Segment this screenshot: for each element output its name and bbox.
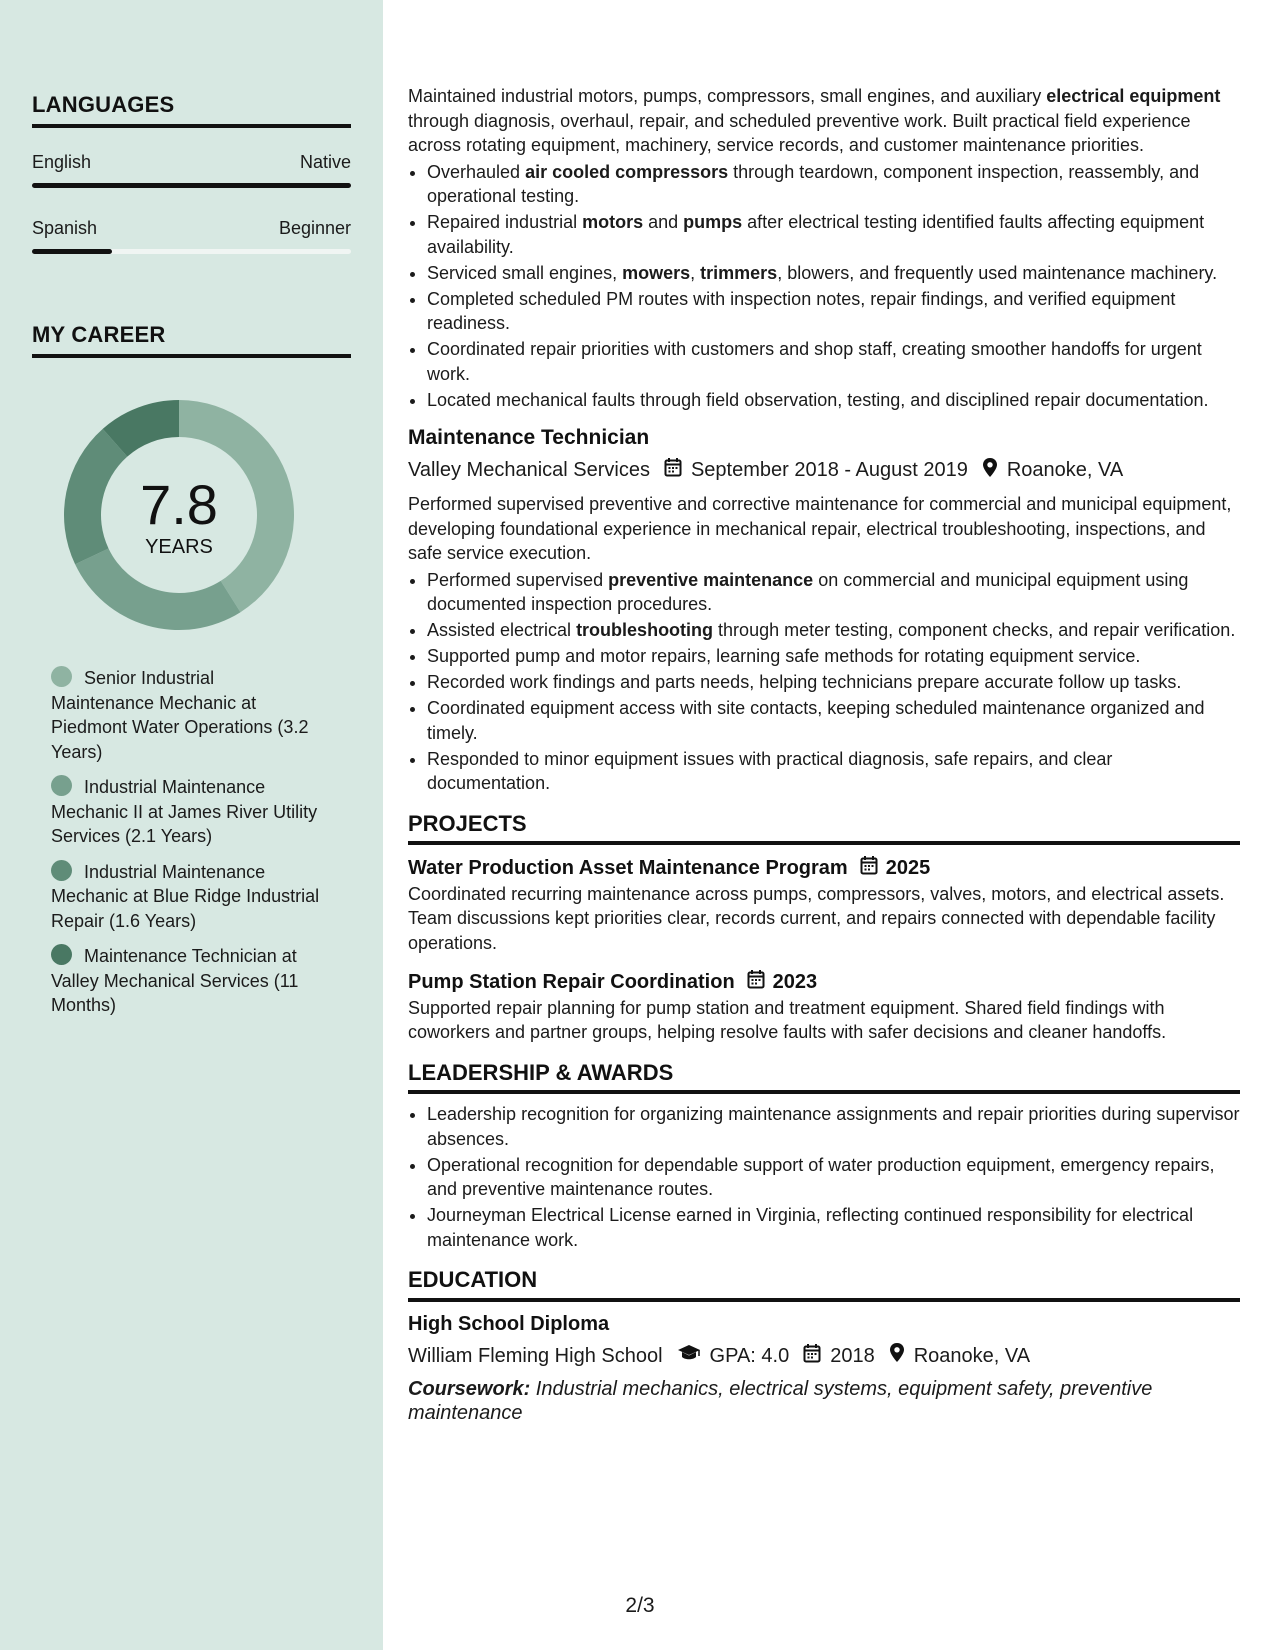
bullet-item: • Performed supervised preventive maintenance on commercial and municipal equipment using documented inspection procedures. <box>427 568 1240 617</box>
career-legend-label: Industrial Maintenance Mechanic at Blue Ridge Industrial Repair (1.6 Years) <box>51 861 320 931</box>
language-proficiency-bar <box>32 183 351 188</box>
education-year: 2018 <box>830 1344 875 1367</box>
language-spanish <box>32 218 351 254</box>
career-legend-label: Senior Industrial Maintenance Mechanic at Piedmont Water Operations (3.2 Years) <box>51 668 309 762</box>
education-coursework: Coursework: Industrial mechanics, electrical systems, equipment safety, preventive maintenance <box>408 1377 1153 1424</box>
project-item <box>408 855 1240 955</box>
career-legend-item <box>51 775 321 849</box>
job-meta <box>408 457 1240 485</box>
job-summary-previous: Maintained industrial motors, pumps, compressors, small engines, and auxiliary electrical equipment through diagnosis, overhaul, repair, and scheduled preventive work. Built practical field experience across rotating equipment, machinery, service records, and customer maintenance priorities. <box>408 86 1221 155</box>
language-proficiency-fill <box>32 249 112 254</box>
legend-dot <box>51 775 72 796</box>
language-level: Beginner <box>278 218 351 238</box>
language-english <box>32 152 351 188</box>
language-proficiency-fill <box>32 183 351 188</box>
career-donut-chart <box>64 400 294 630</box>
bullet-item: • Repaired industrial motors and pumps after electrical testing identified faults affecting equipment availability. <box>427 210 1240 259</box>
bullet-item: • Located mechanical faults through field observation, testing, and disciplined repair documentation. <box>427 388 1240 413</box>
calendar-icon <box>803 1343 821 1370</box>
career-legend-label: Industrial Maintenance Mechanic II at James River Utility Services (2.1 Years) <box>51 777 318 846</box>
job-bullets <box>408 568 1240 796</box>
leadership-heading: LEADERSHIP & AWARDS <box>408 1061 1240 1095</box>
project-year: 2023 <box>772 971 818 993</box>
main-content <box>408 84 1240 1425</box>
bullet-item: • Assisted electrical troubleshooting through meter testing, component checks, and repair verification. <box>427 618 1240 643</box>
map-pin-icon <box>982 457 998 485</box>
bullet-item: • Responded to minor equipment issues with practical diagnosis, safe repairs, and clear documentation. <box>427 747 1240 796</box>
bullet-item: • Leadership recognition for organizing maintenance assignments and repair priorities during supervisor absences. <box>427 1102 1240 1151</box>
bullet-item: • Recorded work findings and parts needs, helping technicians prepare accurate follow up tasks. <box>427 670 1240 695</box>
bullet-item: • Journeyman Electrical License earned in Virginia, reflecting continued responsibility for electrical maintenance work. <box>427 1203 1240 1252</box>
bullet-item: • Operational recognition for dependable support of water production equipment, emergency repairs, and preventive maintenance routes. <box>427 1153 1240 1202</box>
bullet-item: • Coordinated equipment access with site contacts, keeping scheduled maintenance organized and timely. <box>427 696 1240 745</box>
career-total-years: 7.8 <box>140 473 218 536</box>
job-bullets-previous <box>408 160 1240 413</box>
project-name: Pump Station Repair Coordination <box>408 971 735 993</box>
bullet-item: • Overhauled air cooled compressors through teardown, component inspection, reassembly, and operational testing. <box>427 160 1240 209</box>
education-location: Roanoke, VA <box>913 1344 1031 1367</box>
education-school: William Fleming High School <box>408 1344 663 1367</box>
career-legend-item <box>51 860 321 934</box>
calendar-icon <box>664 457 682 484</box>
bullet-item: • Supported pump and motor repairs, learning safe methods for rotating equipment service. <box>427 644 1240 669</box>
bullet-item: • Serviced small engines, mowers, trimmers, blowers, and frequently used maintenance machinery. <box>427 261 1240 286</box>
legend-dot <box>51 666 72 687</box>
language-proficiency-bar <box>32 249 351 254</box>
job-dates: September 2018 - August 2019 <box>690 459 968 481</box>
job-summary: Performed supervised preventive and corrective maintenance for commercial and municipal equipment, developing foundational experience in mechanical repair, electrical troubleshooting, inspections, and safe service execution. <box>408 494 1232 563</box>
page-number: 2/3 <box>625 1594 655 1617</box>
project-year: 2025 <box>885 857 931 879</box>
career-heading: MY CAREER <box>32 322 351 358</box>
sidebar <box>0 0 383 1650</box>
education-degree: High School Diploma <box>408 1312 610 1335</box>
legend-dot <box>51 944 72 965</box>
bullet-item: • Coordinated repair priorities with customers and shop staff, creating smoother handoffs for urgent work. <box>427 337 1240 386</box>
calendar-icon <box>747 969 765 996</box>
language-name: Spanish <box>32 218 98 238</box>
career-legend <box>51 666 321 1018</box>
education-gpa: GPA: 4.0 <box>709 1344 790 1367</box>
calendar-icon <box>860 855 878 882</box>
map-pin-icon <box>889 1342 905 1370</box>
bullet-item: • Completed scheduled PM routes with inspection notes, repair findings, and verified equipment readiness. <box>427 287 1240 336</box>
job-title: Maintenance Technician <box>408 426 650 449</box>
graduation-cap-icon <box>677 1344 701 1369</box>
language-name: English <box>32 152 92 172</box>
education-meta <box>408 1342 1240 1370</box>
project-description: Supported repair planning for pump station and treatment equipment. Shared field findings with coworkers and partner groups, helping resolve faults with safer decisions and cleaner handoffs. <box>408 997 1167 1042</box>
project-description: Coordinated recurring maintenance across pumps, compressors, valves, motors, and electrical assets. Team discussions kept priorities clear, records current, and repairs connected with dependable facility operations. <box>408 883 1225 953</box>
career-years-label: YEARS <box>145 536 213 558</box>
donut-segment <box>75 548 240 630</box>
leadership-list <box>408 1102 1240 1252</box>
career-legend-item <box>51 666 321 764</box>
project-name: Water Production Asset Maintenance Program <box>408 857 848 879</box>
projects-heading: PROJECTS <box>408 812 1240 846</box>
job-company: Valley Mechanical Services <box>408 459 650 481</box>
legend-dot <box>51 860 72 881</box>
languages-heading: LANGUAGES <box>32 92 351 128</box>
career-legend-label: Maintenance Technician at Valley Mechanical Services (11 Months) <box>51 946 299 1015</box>
project-item <box>408 969 1240 1045</box>
job-location: Roanoke, VA <box>1006 459 1124 481</box>
career-legend-item <box>51 944 321 1018</box>
education-heading: EDUCATION <box>408 1268 1240 1302</box>
language-level: Native <box>299 152 351 172</box>
